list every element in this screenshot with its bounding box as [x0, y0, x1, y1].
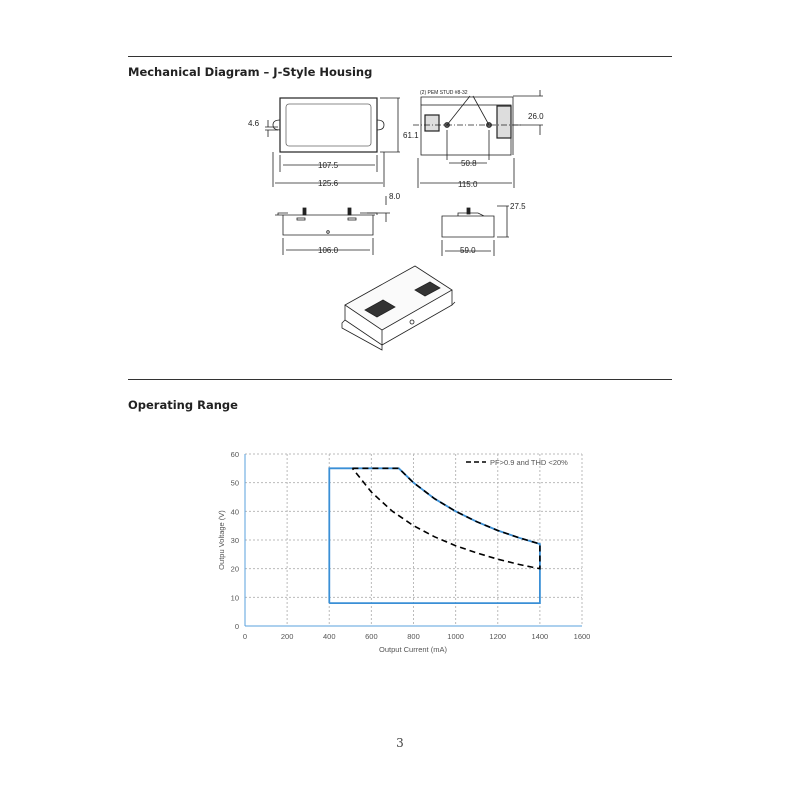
x-tick-label: 1600	[573, 632, 591, 641]
x-tick-label: 1400	[531, 632, 549, 641]
operating-range-heading: Operating Range	[128, 398, 238, 412]
dim-125-6: 125.6	[318, 179, 339, 188]
series-line-1	[352, 468, 540, 568]
x-axis-label: Output Current (mA)	[379, 645, 447, 654]
x-tick-label: 400	[322, 632, 336, 641]
y-tick-label: 40	[230, 507, 239, 517]
x-tick-label: 1200	[489, 632, 507, 641]
dim-27-5: 27.5	[510, 202, 526, 211]
dim-4-6: 4.6	[248, 119, 260, 128]
back-view	[413, 90, 543, 188]
dim-107-5: 107.5	[318, 161, 339, 170]
mechanical-diagram	[0, 0, 800, 380]
x-tick-label: 1000	[447, 632, 464, 641]
dim-106-0: 106.0	[318, 246, 339, 255]
isometric-view	[342, 266, 455, 350]
x-tick-label: 600	[365, 632, 378, 641]
dim-26-0: 26.0	[528, 112, 544, 121]
y-tick-label: 50	[230, 478, 239, 488]
y-tick-label: 20	[230, 564, 239, 574]
y-tick-label: 0	[234, 622, 239, 631]
y-tick-label: 60	[230, 450, 239, 459]
y-tick-label: 10	[230, 593, 239, 603]
x-tick-label: 0	[242, 632, 248, 641]
dim-115-0: 115.0	[458, 180, 478, 189]
dim-50-8: 50.8	[461, 159, 477, 168]
dim-59-0: 59.0	[460, 246, 476, 255]
pem-stud-label: (2) PEM STUD #8-32	[420, 90, 468, 96]
series-line-0	[329, 468, 540, 603]
mechanical-diagram-heading: Mechanical Diagram – J-Style Housing	[128, 65, 373, 79]
y-tick-label: 30	[230, 536, 239, 545]
page-number: 3	[396, 736, 404, 750]
x-tick-label: 200	[280, 632, 294, 641]
legend-label: PF>0.9 and THD <20%	[490, 458, 568, 467]
y-axis-label: Outpu Voltage (V)	[217, 510, 226, 570]
dim-61-1: 61.1	[403, 131, 419, 140]
dim-8-0: 8.0	[389, 192, 401, 201]
top-view	[265, 98, 400, 187]
x-tick-label: 800	[407, 632, 420, 641]
